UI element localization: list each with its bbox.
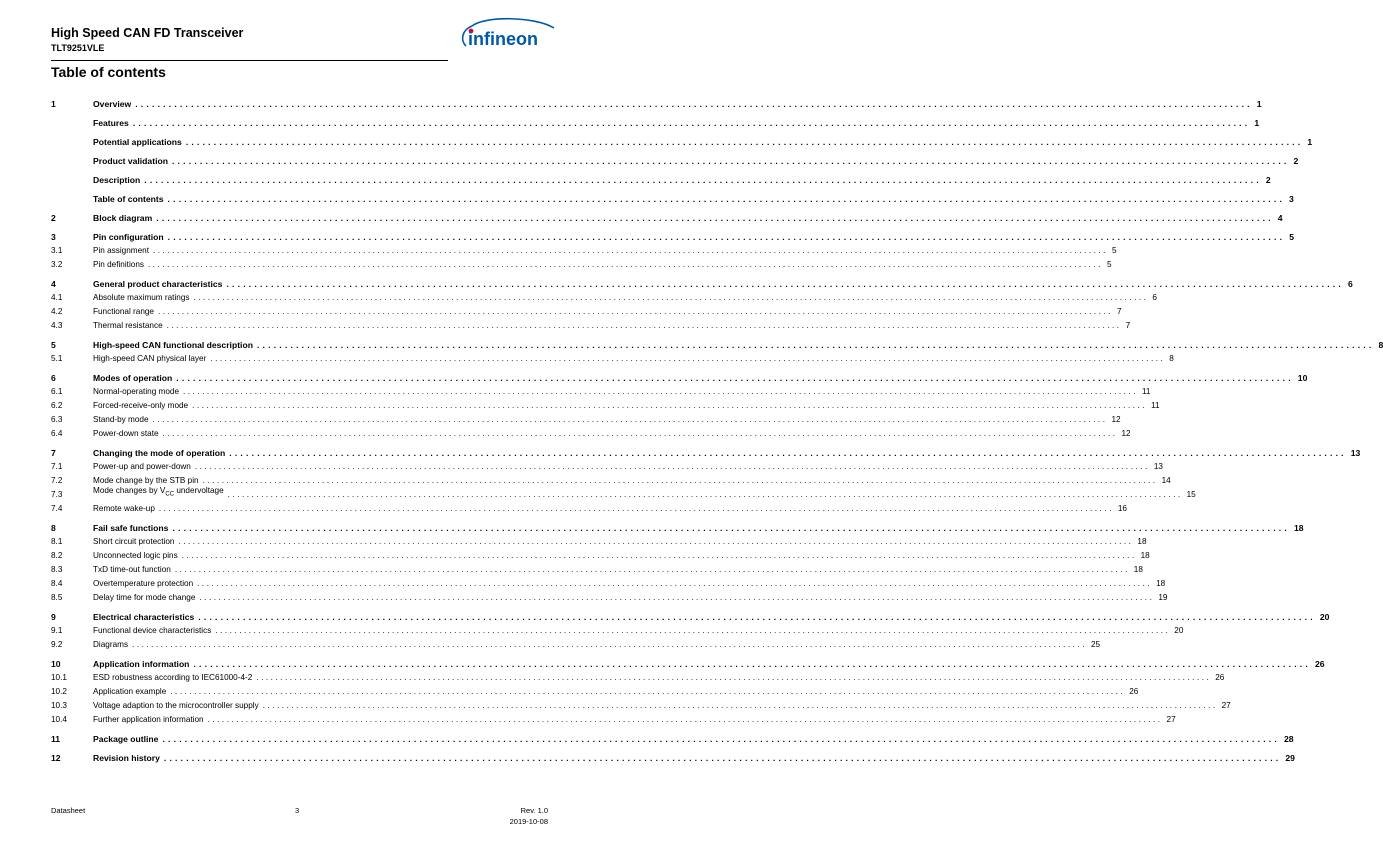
- toc-entry-page: 7: [1116, 307, 1122, 316]
- toc-leader-dots: ........................................................................................................................................................................................................: [152, 415, 1108, 424]
- toc-leader-dots: ........................................................................................................................................................................................................: [132, 640, 1087, 649]
- toc-entry-number: 8.1: [51, 537, 63, 546]
- toc-entry[interactable]: [51, 732, 1294, 744]
- toc-entry-page: 13: [1350, 448, 1361, 458]
- toc-leader-dots: ........................................................................................................................................................................................................: [158, 307, 1113, 316]
- toc-leader-dots: ........................................................................................................................................................................................................: [262, 701, 1218, 710]
- toc-entry-title: Pin configuration: [93, 232, 164, 242]
- toc-leader-dots: ........................................................................................................................................................................................................: [166, 321, 1122, 330]
- toc-leader-dots: ........................................................................................................................................................................................................: [176, 373, 1294, 383]
- toc-entry[interactable]: [51, 338, 1383, 350]
- toc-leader-dots: ........................................................................................................................................................................................................: [207, 715, 1163, 724]
- toc-entry-number: 9: [51, 612, 56, 622]
- toc-entry[interactable]: [51, 549, 1150, 561]
- toc-entry[interactable]: [51, 244, 1117, 256]
- toc-entry-number: 6.1: [51, 387, 63, 396]
- toc-leader-dots: ........................................................................................................................................................................................................: [199, 593, 1155, 602]
- toc-entry[interactable]: [51, 413, 1121, 425]
- toc-entry-page: 20: [1174, 626, 1184, 635]
- toc-entry[interactable]: [51, 319, 1131, 331]
- toc-entry[interactable]: [51, 685, 1139, 697]
- toc-leader-dots: ........................................................................................................................................................................................................: [167, 232, 1286, 242]
- toc-entry-page: 26: [1215, 673, 1225, 682]
- toc-entry[interactable]: [51, 713, 1176, 725]
- toc-entry-title: Mode change by the STB pin: [93, 476, 199, 485]
- toc-entry[interactable]: [51, 474, 1171, 486]
- toc-entry[interactable]: [51, 211, 1283, 223]
- toc-entry-title: Block diagram: [93, 213, 153, 223]
- toc-entry-number: 3.2: [51, 260, 63, 269]
- toc-leader-dots: ........................................................................................................................................................................................................: [193, 659, 1311, 669]
- toc-entry-page: 18: [1140, 551, 1150, 560]
- toc-leader-dots: ........................................................................................................................................................................................................: [198, 612, 1316, 622]
- toc-leader-dots: ........................................................................................................................................................................................................: [210, 354, 1166, 363]
- toc-leader-dots: ........................................................................................................................................................................................................: [197, 579, 1153, 588]
- toc-entry-number: 7.1: [51, 462, 63, 471]
- toc-leader-dots: ........................................................................................................................................................................................................: [162, 429, 1118, 438]
- toc-entry[interactable]: [51, 610, 1330, 622]
- toc-entry-page: 10: [1297, 373, 1308, 383]
- toc-entry-number: 8.3: [51, 565, 63, 574]
- toc-entry-title: High-speed CAN functional description: [93, 340, 253, 350]
- toc-entry[interactable]: [51, 699, 1231, 711]
- toc-entry-title: Remote wake-up: [93, 504, 155, 513]
- header-subtitle: TLT9251VLE: [51, 43, 105, 53]
- toc-entry-title: Functional range: [93, 307, 154, 316]
- toc-entry[interactable]: [51, 399, 1160, 411]
- toc-entry-title: Thermal resistance: [93, 321, 163, 330]
- toc-entry-title: Potential applications: [93, 137, 182, 147]
- toc-entry[interactable]: [51, 116, 1260, 128]
- toc-entry[interactable]: [51, 502, 1127, 514]
- toc-entry-page: 12: [1121, 429, 1131, 438]
- toc-entry[interactable]: [51, 657, 1325, 669]
- toc-entry-page: 28: [1283, 734, 1294, 744]
- toc-entry-number: 10: [51, 659, 61, 669]
- toc-entry-title: Short circuit protection: [93, 537, 175, 546]
- toc-entry-page: 8: [1169, 354, 1174, 363]
- toc-entry-number: 3.1: [51, 246, 63, 255]
- toc-entry-page: 4: [1277, 213, 1283, 223]
- toc-entry-number: 3: [51, 232, 56, 242]
- toc-entry-title: Unconnected logic pins: [93, 551, 178, 560]
- toc-entry-page: 18: [1137, 537, 1147, 546]
- toc-entry-page: 1: [1256, 99, 1262, 109]
- toc-entry-page: 18: [1133, 565, 1143, 574]
- toc-entry-title: Electrical characteristics: [93, 612, 195, 622]
- toc-entry-page: 25: [1091, 640, 1101, 649]
- toc-entry-title: Absolute maximum ratings: [93, 293, 190, 302]
- toc-entry-title: Stand-by mode: [93, 415, 149, 424]
- toc-leader-dots: ........................................................................................................................................................................................................: [152, 246, 1108, 255]
- toc-entry-page: 26: [1314, 659, 1325, 669]
- toc-entry-page: 3: [1289, 194, 1294, 204]
- footer-page-number: 3: [295, 806, 300, 815]
- toc-entry-page: 14: [1161, 476, 1171, 485]
- toc-entry[interactable]: [51, 385, 1151, 397]
- toc-entry-number: 9.1: [51, 626, 63, 635]
- toc-entry-title: Product validation: [93, 156, 168, 166]
- toc-entry-title: Delay time for mode change: [93, 593, 196, 602]
- toc-leader-dots: ........................................................................................................................................................................................................: [226, 279, 1344, 289]
- toc-entry-number: 5.1: [51, 354, 63, 363]
- toc-entry-page: 5: [1111, 246, 1117, 255]
- toc-entry-title: Revision history: [93, 753, 160, 763]
- toc-entry[interactable]: [51, 460, 1163, 472]
- toc-entry-title: Features: [93, 118, 129, 128]
- toc-entry-number: 6.4: [51, 429, 63, 438]
- toc-entry-page: 6: [1152, 293, 1157, 302]
- toc-leader-dots: ........................................................................................................................................................................................................: [194, 462, 1150, 471]
- toc-entry-page: 20: [1319, 612, 1330, 622]
- toc-entry-number: 7.3: [51, 490, 63, 499]
- toc-leader-dots: ........................................................................................................................................................................................................: [162, 734, 1280, 744]
- toc-entry-number: 4.2: [51, 307, 63, 316]
- toc-entry-number: 7.2: [51, 476, 63, 485]
- toc-leader-dots: ........................................................................................................................................................................................................: [215, 626, 1171, 635]
- toc-entry[interactable]: [51, 521, 1304, 533]
- toc-entry[interactable]: [51, 371, 1308, 383]
- toc-entry[interactable]: [51, 230, 1294, 242]
- toc-entry-page: 6: [1347, 279, 1353, 289]
- toc-entry-number: 2: [51, 213, 56, 223]
- toc-entry[interactable]: [51, 563, 1143, 575]
- toc-entry-number: 6.3: [51, 415, 63, 424]
- toc-leader-dots: ........................................................................................................................................................................................................: [202, 476, 1158, 485]
- toc-entry[interactable]: [51, 192, 1294, 204]
- toc-entry-page: 8: [1378, 340, 1383, 350]
- toc-entry-title: Diagrams: [93, 640, 129, 649]
- toc-entry-number: 7.4: [51, 504, 63, 513]
- toc-entry-title: High-speed CAN physical layer: [93, 354, 207, 363]
- toc-entry-title: Modes of operation: [93, 373, 173, 383]
- toc-leader-dots: ........................................................................................................................................................................................................: [170, 687, 1126, 696]
- toc-leader-dots: ........................................................................................................................................................................................................: [227, 490, 1183, 499]
- toc-entry-title: General product characteristics: [93, 279, 223, 289]
- toc-entry-title: [93, 486, 224, 500]
- toc-entry[interactable]: [51, 258, 1112, 270]
- toc-entry-page: 27: [1221, 701, 1231, 710]
- toc-entry-page: 13: [1153, 462, 1163, 471]
- toc-entry[interactable]: [51, 591, 1168, 603]
- toc-entry-page: 18: [1156, 579, 1166, 588]
- toc-entry-page: 26: [1129, 687, 1139, 696]
- toc-leader-dots: ........................................................................................................................................................................................................: [163, 753, 1282, 763]
- toc-entry-number: 8.4: [51, 579, 63, 588]
- toc-entry-page: 7: [1125, 321, 1131, 330]
- toc-entry-page: 11: [1151, 401, 1160, 410]
- toc-leader-dots: ........................................................................................................................................................................................................: [158, 504, 1114, 513]
- toc-entry[interactable]: [51, 97, 1262, 109]
- toc-entry[interactable]: [51, 446, 1361, 458]
- footer-revision: Rev. 1.0: [520, 806, 548, 815]
- toc-entry-title: Table of contents: [93, 194, 164, 204]
- toc-entry-number: 7: [51, 448, 56, 458]
- toc-entry-title-subscript: CC: [165, 492, 175, 498]
- toc-entry-title: Functional device characteristics: [93, 626, 212, 635]
- toc-entry[interactable]: [51, 352, 1174, 364]
- toc-entry-title: Application example: [93, 687, 167, 696]
- toc-leader-dots: ........................................................................................................................................................................................................: [185, 137, 1304, 147]
- toc-leader-dots: ........................................................................................................................................................................................................: [132, 118, 1251, 128]
- toc-leader-dots: ........................................................................................................................................................................................................: [172, 523, 1290, 533]
- toc-leader-dots: ........................................................................................................................................................................................................: [147, 260, 1103, 269]
- toc-entry-number: 10.1: [51, 673, 67, 682]
- toc-entry-title: Pin assignment: [93, 246, 149, 255]
- toc-entry[interactable]: [51, 305, 1122, 317]
- toc-entry-page: 12: [1111, 415, 1121, 424]
- toc-entry-title: Pin definitions: [93, 260, 144, 269]
- toc-entry-page: 2: [1293, 156, 1299, 166]
- toc-entry-title: Normal-operating mode: [93, 387, 180, 396]
- toc-entry-number: 4.1: [51, 293, 63, 302]
- toc-entry[interactable]: [51, 624, 1184, 636]
- toc-entry-page: 2: [1265, 175, 1271, 185]
- toc-entry-page: 27: [1166, 715, 1176, 724]
- toc-leader-dots: ........................................................................................................................................................................................................: [167, 194, 1286, 204]
- toc-leader-dots: ........................................................................................................................................................................................................: [178, 537, 1134, 546]
- toc-entry-title: Package outline: [93, 734, 159, 744]
- toc-entry-title: Voltage adaption to the microcontroller supply: [93, 701, 259, 710]
- toc-entry-title: Further application information: [93, 715, 204, 724]
- toc-entry[interactable]: [51, 486, 1196, 500]
- toc-entry-number: 10.3: [51, 701, 67, 710]
- toc-entry[interactable]: [51, 291, 1157, 303]
- toc-entry-title: Application information: [93, 659, 190, 669]
- toc-leader-dots: ........................................................................................................................................................................................................: [192, 401, 1148, 410]
- toc-leader-dots: ........................................................................................................................................................................................................: [256, 673, 1212, 682]
- toc-entry-title: Power-down state: [93, 429, 159, 438]
- toc-leader-dots: ........................................................................................................................................................................................................: [174, 565, 1130, 574]
- footer-doc-type: Datasheet: [51, 806, 86, 815]
- toc-entry-title: Overview: [93, 99, 132, 109]
- toc-entry-page: 5: [1289, 232, 1294, 242]
- toc-leader-dots: ........................................................................................................................................................................................................: [181, 551, 1137, 560]
- toc-entry[interactable]: [51, 535, 1147, 547]
- toc-entry-number: 10.2: [51, 687, 67, 696]
- toc-entry-title: Changing the mode of operation: [93, 448, 226, 458]
- toc-entry-number: 8: [51, 523, 56, 533]
- toc-entry-page: 5: [1106, 260, 1112, 269]
- toc-entry-number: 9.2: [51, 640, 63, 649]
- toc-entry-number: 4.3: [51, 321, 63, 330]
- toc-entry-page: 29: [1285, 753, 1295, 763]
- header-title: High Speed CAN FD Transceiver: [51, 26, 244, 40]
- toc-entry-title: Fail safe functions: [93, 523, 169, 533]
- toc-leader-dots: ........................................................................................................................................................................................................: [229, 448, 1347, 458]
- toc-leader-dots: ........................................................................................................................................................................................................: [135, 99, 1253, 109]
- toc-leader-dots: ........................................................................................................................................................................................................: [183, 387, 1138, 396]
- toc-entry[interactable]: [51, 427, 1131, 439]
- toc-entry[interactable]: [51, 671, 1225, 683]
- toc-entry[interactable]: [51, 751, 1295, 763]
- toc-leader-dots: ........................................................................................................................................................................................................: [144, 175, 1262, 185]
- toc-entry[interactable]: [51, 135, 1313, 147]
- toc-entry-number: 6.2: [51, 401, 63, 410]
- toc-entry-title-part: undervoltage: [174, 486, 224, 496]
- toc-leader-dots: ........................................................................................................................................................................................................: [171, 156, 1290, 166]
- page-title: Table of contents: [51, 64, 166, 80]
- toc-leader-dots: ........................................................................................................................................................................................................: [193, 293, 1149, 302]
- toc-entry-title: TxD time-out function: [93, 565, 171, 574]
- toc-entry-number: 5: [51, 340, 56, 350]
- toc-entry[interactable]: [51, 173, 1271, 185]
- toc-entry-number: 8.5: [51, 593, 63, 602]
- toc-entry-number: 8.2: [51, 551, 63, 560]
- toc-entry-page: 1: [1254, 118, 1260, 128]
- toc-entry-page: 1: [1307, 137, 1313, 147]
- logo-text: infineon: [468, 29, 538, 49]
- toc-entry-number: 1: [51, 99, 56, 109]
- toc-entry-number: 4: [51, 279, 56, 289]
- toc-entry[interactable]: [51, 577, 1166, 589]
- toc-entry-title: ESD robustness according to IEC61000-4-2: [93, 673, 253, 682]
- toc-entry-page: 19: [1158, 593, 1168, 602]
- toc-entry-number: 10.4: [51, 715, 67, 724]
- toc-entry-title: Description: [93, 175, 141, 185]
- toc-entry[interactable]: [51, 154, 1299, 166]
- toc-entry[interactable]: [51, 638, 1101, 650]
- toc-leader-dots: ........................................................................................................................................................................................................: [256, 340, 1375, 350]
- toc-entry[interactable]: [51, 277, 1353, 289]
- footer-date: 2019-10-08: [509, 817, 548, 826]
- toc-entry-number: 12: [51, 753, 61, 763]
- toc-entry-number: 11: [51, 734, 61, 744]
- toc-leader-dots: ........................................................................................................................................................................................................: [156, 213, 1274, 223]
- toc-entry-number: 6: [51, 373, 56, 383]
- toc-entry-page: 11: [1141, 387, 1151, 396]
- toc-entry-title: Power-up and power-down: [93, 462, 191, 471]
- toc-entry-page: 15: [1186, 490, 1196, 499]
- toc-entry-page: 16: [1117, 504, 1127, 513]
- toc-entry-title: Forced-receive-only mode: [93, 401, 189, 410]
- toc-entry-title: Overtemperature protection: [93, 579, 194, 588]
- toc-entry-title-part: Mode changes by V: [93, 486, 166, 496]
- toc-entry-page: 18: [1293, 523, 1304, 533]
